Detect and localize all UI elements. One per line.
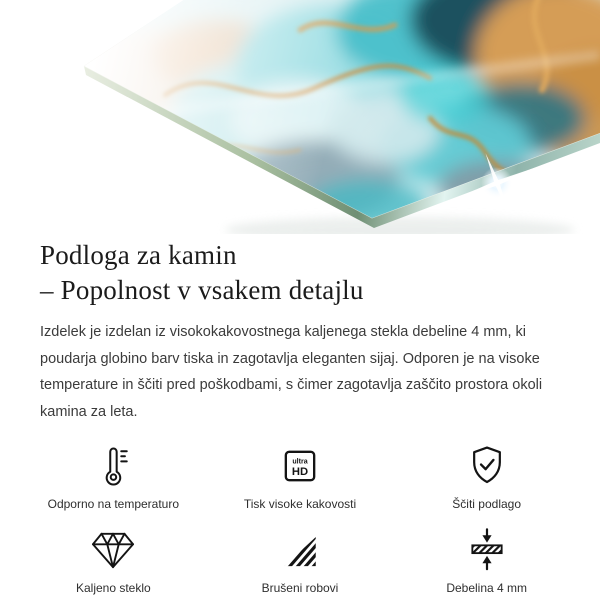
feature-thickness	[393, 525, 580, 595]
page-title	[40, 238, 560, 308]
feature-polished-edges	[207, 525, 394, 595]
feature-label: Brušeni robovi	[261, 581, 339, 595]
feature-temperature	[20, 441, 207, 511]
thermometer-icon	[91, 441, 135, 487]
feature-grid	[0, 441, 600, 595]
feature-label: Odporno na temperaturo	[47, 497, 180, 511]
ultra-hd-text-top: ultra	[292, 457, 308, 466]
title-line-2: – Popolnost v vsakem detajlu	[40, 275, 364, 305]
ultra-hd-text-bottom: HD	[291, 466, 309, 479]
feature-protects-surface	[393, 441, 580, 511]
glass-panel-art	[0, 0, 600, 234]
feature-print-quality	[207, 441, 394, 511]
ultra-hd-icon	[280, 441, 320, 487]
feature-label: Debelina 4 mm	[446, 581, 528, 595]
glass-shadow	[225, 217, 575, 234]
product-photo	[0, 0, 600, 234]
diamond-icon	[90, 525, 136, 571]
feature-label: Tisk visoke kakovosti	[243, 497, 357, 511]
feature-label: Ščiti podlago	[452, 497, 522, 511]
shield-check-icon	[465, 441, 509, 487]
thickness-4mm-icon	[465, 525, 509, 571]
product-description-text: Izdelek je izdelan iz visokokakovostnega kaljenega stekla debeline 4 mm, ki poudarja globino barv tiska in zagotavlja eleganten sijaj. Odporen je na visoke temperature in ščiti pred poškodbami, s čimer zagotavlja zaščito prostora okoli kamina za leta.	[40, 324, 543, 420]
feature-label: Kaljeno steklo	[75, 581, 151, 595]
feature-tempered-glass	[20, 525, 207, 595]
title-line-1: Podloga za kamin	[40, 240, 237, 270]
polished-edges-icon	[281, 525, 319, 571]
